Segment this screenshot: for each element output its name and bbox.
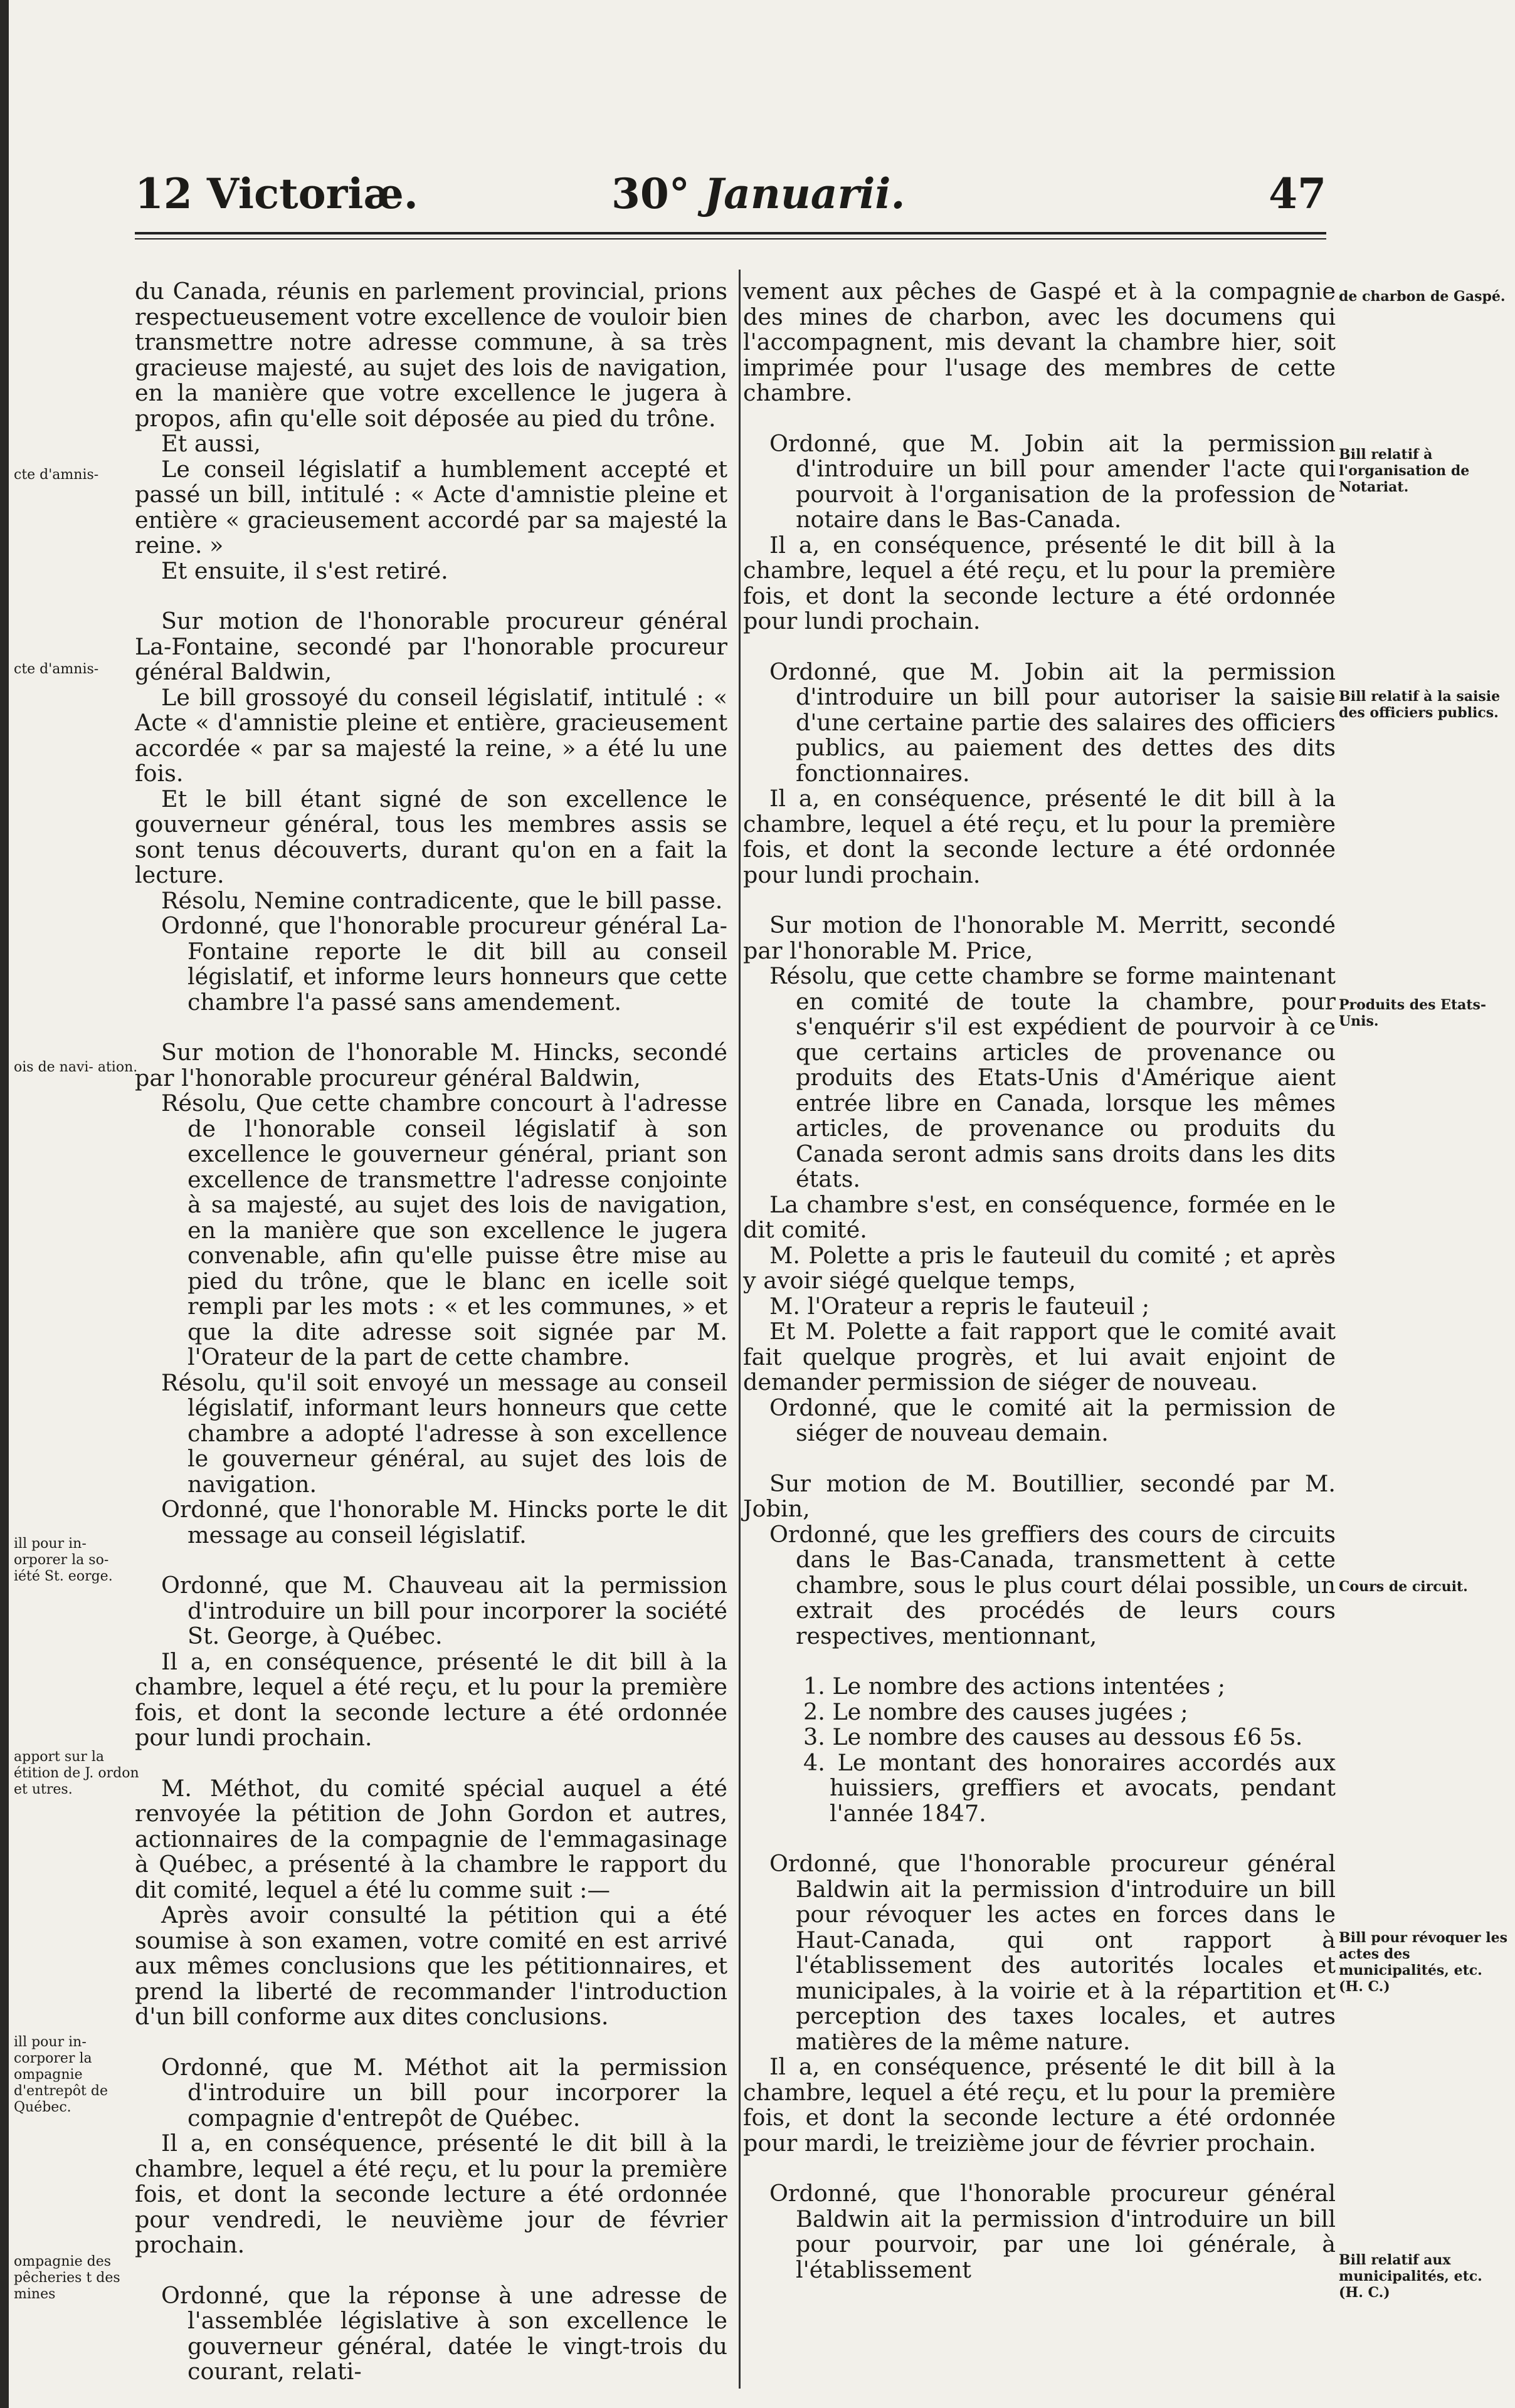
margin-note: ill pour in- orporer la so- iété St. eorge. xyxy=(14,1536,113,1584)
paragraph: Et ensuite, il s'est retiré. xyxy=(161,557,448,584)
paragraph: Résolu, Nemine contradicente, que le bill passe. xyxy=(161,886,723,914)
paragraph: 2. Le nombre des causes jugées ; xyxy=(803,1698,1188,1725)
paragraph: Il a, en conséquence, présenté le dit bill à la chambre, lequel a été reçu, et lu pour la première fois, et dont la seconde lecture a été ordonnée pour vendredi, le neuvième jour de février prochain. xyxy=(135,2130,727,2258)
paragraph: Sur motion de M. Boutillier, secondé par M. Jobin, xyxy=(743,1470,1336,1522)
paragraph: du Canada, réunis en parlement provincial, prions respectueusement votre excellence de vouloir bien transmettre notre adresse commune, à sa très gracieuse majesté, au sujet des lois de navigation, en la manière que votre excellence le jugera à propos, afin qu'elle soit déposée au pied du trône. xyxy=(135,278,727,432)
margin-note: Bill relatif à l'organisation de Notariat. xyxy=(1339,446,1470,495)
margin-note: cte d'amnis- xyxy=(14,661,99,677)
header-month: Januarii. xyxy=(704,169,905,218)
paragraph: Ordonné, que M. Chauveau ait la permission d'introduire un bill pour incorporer la société St. George, à Québec. xyxy=(161,1572,727,1649)
paragraph: Ordonné, que l'honorable procureur général La-Fontaine reporte le dit bill au conseil législatif, et informe leurs honneurs que cette chambre l'a passé sans amendement. xyxy=(161,912,727,1016)
paragraph: M. l'Orateur a repris le fauteuil ; xyxy=(769,1292,1150,1320)
page-header xyxy=(135,169,1326,232)
paragraph: Ordonné, que M. Méthot ait la permission d'introduire un bill pour incorporer la compagnie d'entrepôt de Québec. xyxy=(161,2053,727,2132)
paragraph: M. Polette a pris le fauteuil du comité ; et après y avoir siégé quelque temps, xyxy=(743,1241,1336,1294)
paragraph: Après avoir consulté la pétition qui a été soumise à son examen, votre comité en est arrivé aux mêmes conclusions que les pétitionnaires, et prend la liberté de recommander l'introduction d'un bill conforme aux dites conclusions. xyxy=(135,1901,727,2030)
paragraph: M. Méthot, du comité spécial auquel a été renvoyée la pétition de John Gordon et autres, actionnaires de la compagnie de l'emmagasinage à Québec, a présenté à la chambre le rapport du dit comité, lequel a été lu comme suit :— xyxy=(135,1774,727,1903)
paragraph: Ordonné, que les greffiers des cours de circuits dans le Bas-Canada, transmettent à cette chambre, sous le plus court délai possible, un extrait des procédés de leurs cours respectives, mentionnant, xyxy=(769,1520,1336,1649)
paragraph: 1. Le nombre des actions intentées ; xyxy=(803,1673,1226,1700)
paragraph: Résolu, que cette chambre se forme maintenant en comité de toute la chambre, pour s'enquérir s'il est expédient de pourvoir à ce que certains articles de provenance ou produits des Etats-Unis d'Amérique aient entrée libre en Canada, lorsque les mêmes articles, de provenance ou produits du Canada seront admis sans droits dans les dits états. xyxy=(769,962,1336,1192)
paragraph: Ordonné, que l'honorable M. Hincks porte le dit message au conseil législatif. xyxy=(161,1496,727,1548)
paragraph: Résolu, Que cette chambre concourt à l'adresse de l'honorable conseil législatif à son excellence le gouverneur général, priant son excellence de transmettre l'adresse conjointe à sa majesté, au sujet des lois de navigation, en la manière que son excellence le jugera convenable, afin qu'elle puisse être mise au pied du trône, que le blanc en icelle soit rempli par les mots : « et les communes, » et que la dite adresse soit signée par M. l'Orateur de la part de cette chambre. xyxy=(161,1090,727,1370)
paragraph: 3. Le nombre des causes au dessous £6 5s. xyxy=(803,1723,1303,1750)
paragraph: Et le bill étant signé de son excellence le gouverneur général, tous les membres assis se sont tenus découverts, durant qu'on en a fait la lecture. xyxy=(135,785,727,888)
paragraph: La chambre s'est, en conséquence, formée en le dit comité. xyxy=(743,1191,1336,1243)
right-text-column xyxy=(743,279,1336,2283)
column-divider xyxy=(739,270,741,2389)
margin-note: Bill relatif à la saisie des officiers publics. xyxy=(1339,688,1501,721)
paragraph: Ordonné, que M. Jobin ait la permission d'introduire un bill pour amender l'acte qui pourvoit à l'organisation de la profession de notaire dans le Bas-Canada. xyxy=(769,429,1336,533)
header-regnal-year: 12 Victoriæ. xyxy=(135,169,418,218)
header-date xyxy=(611,169,905,218)
paragraph: Et aussi, xyxy=(161,430,261,457)
paragraph: Sur motion de l'honorable procureur général La-Fontaine, secondé par l'honorable procureur général Baldwin, xyxy=(135,607,727,685)
page-number: 47 xyxy=(1269,169,1326,218)
paragraph: Le conseil législatif a humblement accepté et passé un bill, intitulé : « Acte d'amnistie pleine et entière « gracieusement accordé par sa majesté la reine. » xyxy=(135,455,727,559)
margin-note: ill pour in- corporer la ompagnie d'entrepôt de Québec. xyxy=(14,2034,108,2115)
paragraph: Il a, en conséquence, présenté le dit bill à la chambre, lequel a été reçu, et lu pour la première fois, et dont la seconde lecture a été ordonnée pour lundi prochain. xyxy=(743,785,1336,888)
paragraph: Sur motion de l'honorable M. Merritt, secondé par l'honorable M. Price, xyxy=(743,912,1336,964)
margin-note: cte d'amnis- xyxy=(14,467,99,483)
margin-note: ois de navi- ation. xyxy=(14,1059,138,1075)
paragraph: Ordonné, que l'honorable procureur général Baldwin ait la permission d'introduire un bill pour pourvoir, par une loi générale, à l'établissement xyxy=(769,2180,1336,2283)
margin-note: apport sur la étition de J. ordon et utres. xyxy=(14,1749,139,1797)
page-edge-shadow xyxy=(0,0,9,2408)
margin-note: Produits des Etats-Unis. xyxy=(1339,997,1487,1029)
header-rule-thick xyxy=(135,232,1326,234)
paragraph: Il a, en conséquence, présenté le dit bill à la chambre, lequel a été reçu, et lu pour la première fois, et dont la seconde lecture a été ordonnée pour lundi prochain. xyxy=(135,1648,727,1751)
paragraph: Ordonné, que l'honorable procureur général Baldwin ait la permission d'introduire un bill pour révoquer les actes en forces dans le Haut-Canada, qui ont rapport à l'établissement des autorités locales et municipales, à la voirie et à la répartition et perception des taxes locales, et autres matières de la même nature. xyxy=(769,1850,1336,2055)
paragraph: Ordonné, que le comité ait la permission de siéger de nouveau demain. xyxy=(769,1394,1336,1446)
margin-note: Bill pour révoquer les actes des municipalités, etc. (H. C.) xyxy=(1339,1930,1508,1995)
paragraph: Ordonné, que la réponse à une adresse de l'assemblée législative à son excellence le gouverneur général, datée le vingt-trois du courant, relati- xyxy=(161,2281,727,2385)
margin-note: ompagnie des pêcheries t des mines xyxy=(14,2254,120,2302)
paragraph: Il a, en conséquence, présenté le dit bill à la chambre, lequel a été reçu, et lu pour la première fois, et dont la seconde lecture a été ordonnée pour lundi prochain. xyxy=(743,531,1336,634)
margin-note: Bill relatif aux municipalités, etc. (H. C.) xyxy=(1339,2252,1482,2301)
header-day: 30° xyxy=(611,169,690,218)
paragraph: 4. Le montant des honoraires accordés aux huissiers, greffiers et avocats, pendant l'année 1847. xyxy=(803,1748,1336,1827)
paragraph: Et M. Polette a fait rapport que le comité avait fait quelque progrès, et lui avait enjoint de demander permission de siéger de nouveau. xyxy=(743,1318,1336,1396)
paragraph: Ordonné, que M. Jobin ait la permission d'introduire un bill pour autoriser la saisie d'une certaine partie des salaires des officiers publics, au paiement des dettes des dits fonctionnaires. xyxy=(769,658,1336,787)
header-rule-thin xyxy=(135,238,1326,239)
paragraph: Résolu, qu'il soit envoyé un message au conseil législatif, informant leurs honneurs que cette chambre a adopté l'adresse à son excellence le gouverneur général, au sujet des lois de navigation. xyxy=(161,1369,727,1498)
paragraph: Il a, en conséquence, présenté le dit bill à la chambre, lequel a été reçu, et lu pour la première fois, et dont la seconde lecture a été ordonnée pour mardi, le treizième jour de février prochain. xyxy=(743,2053,1336,2157)
margin-note: de charbon de Gaspé. xyxy=(1339,288,1506,305)
margin-note: Cours de circuit. xyxy=(1339,1579,1468,1595)
paragraph: Le bill grossoyé du conseil législatif, intitulé : « Acte « d'amnistie pleine et entière, gracieusement accordée « par sa majesté la reine, » a été lu une fois. xyxy=(135,683,727,787)
paragraph: Sur motion de l'honorable M. Hincks, secondé par l'honorable procureur général Baldwin, xyxy=(135,1039,727,1091)
left-text-column xyxy=(135,279,727,2385)
paragraph: vement aux pêches de Gaspé et à la compagnie des mines de charbon, avec les documens qui l'accompagnent, mis devant la chambre hier, soit imprimée pour l'usage des membres de cette chambre. xyxy=(743,278,1336,406)
